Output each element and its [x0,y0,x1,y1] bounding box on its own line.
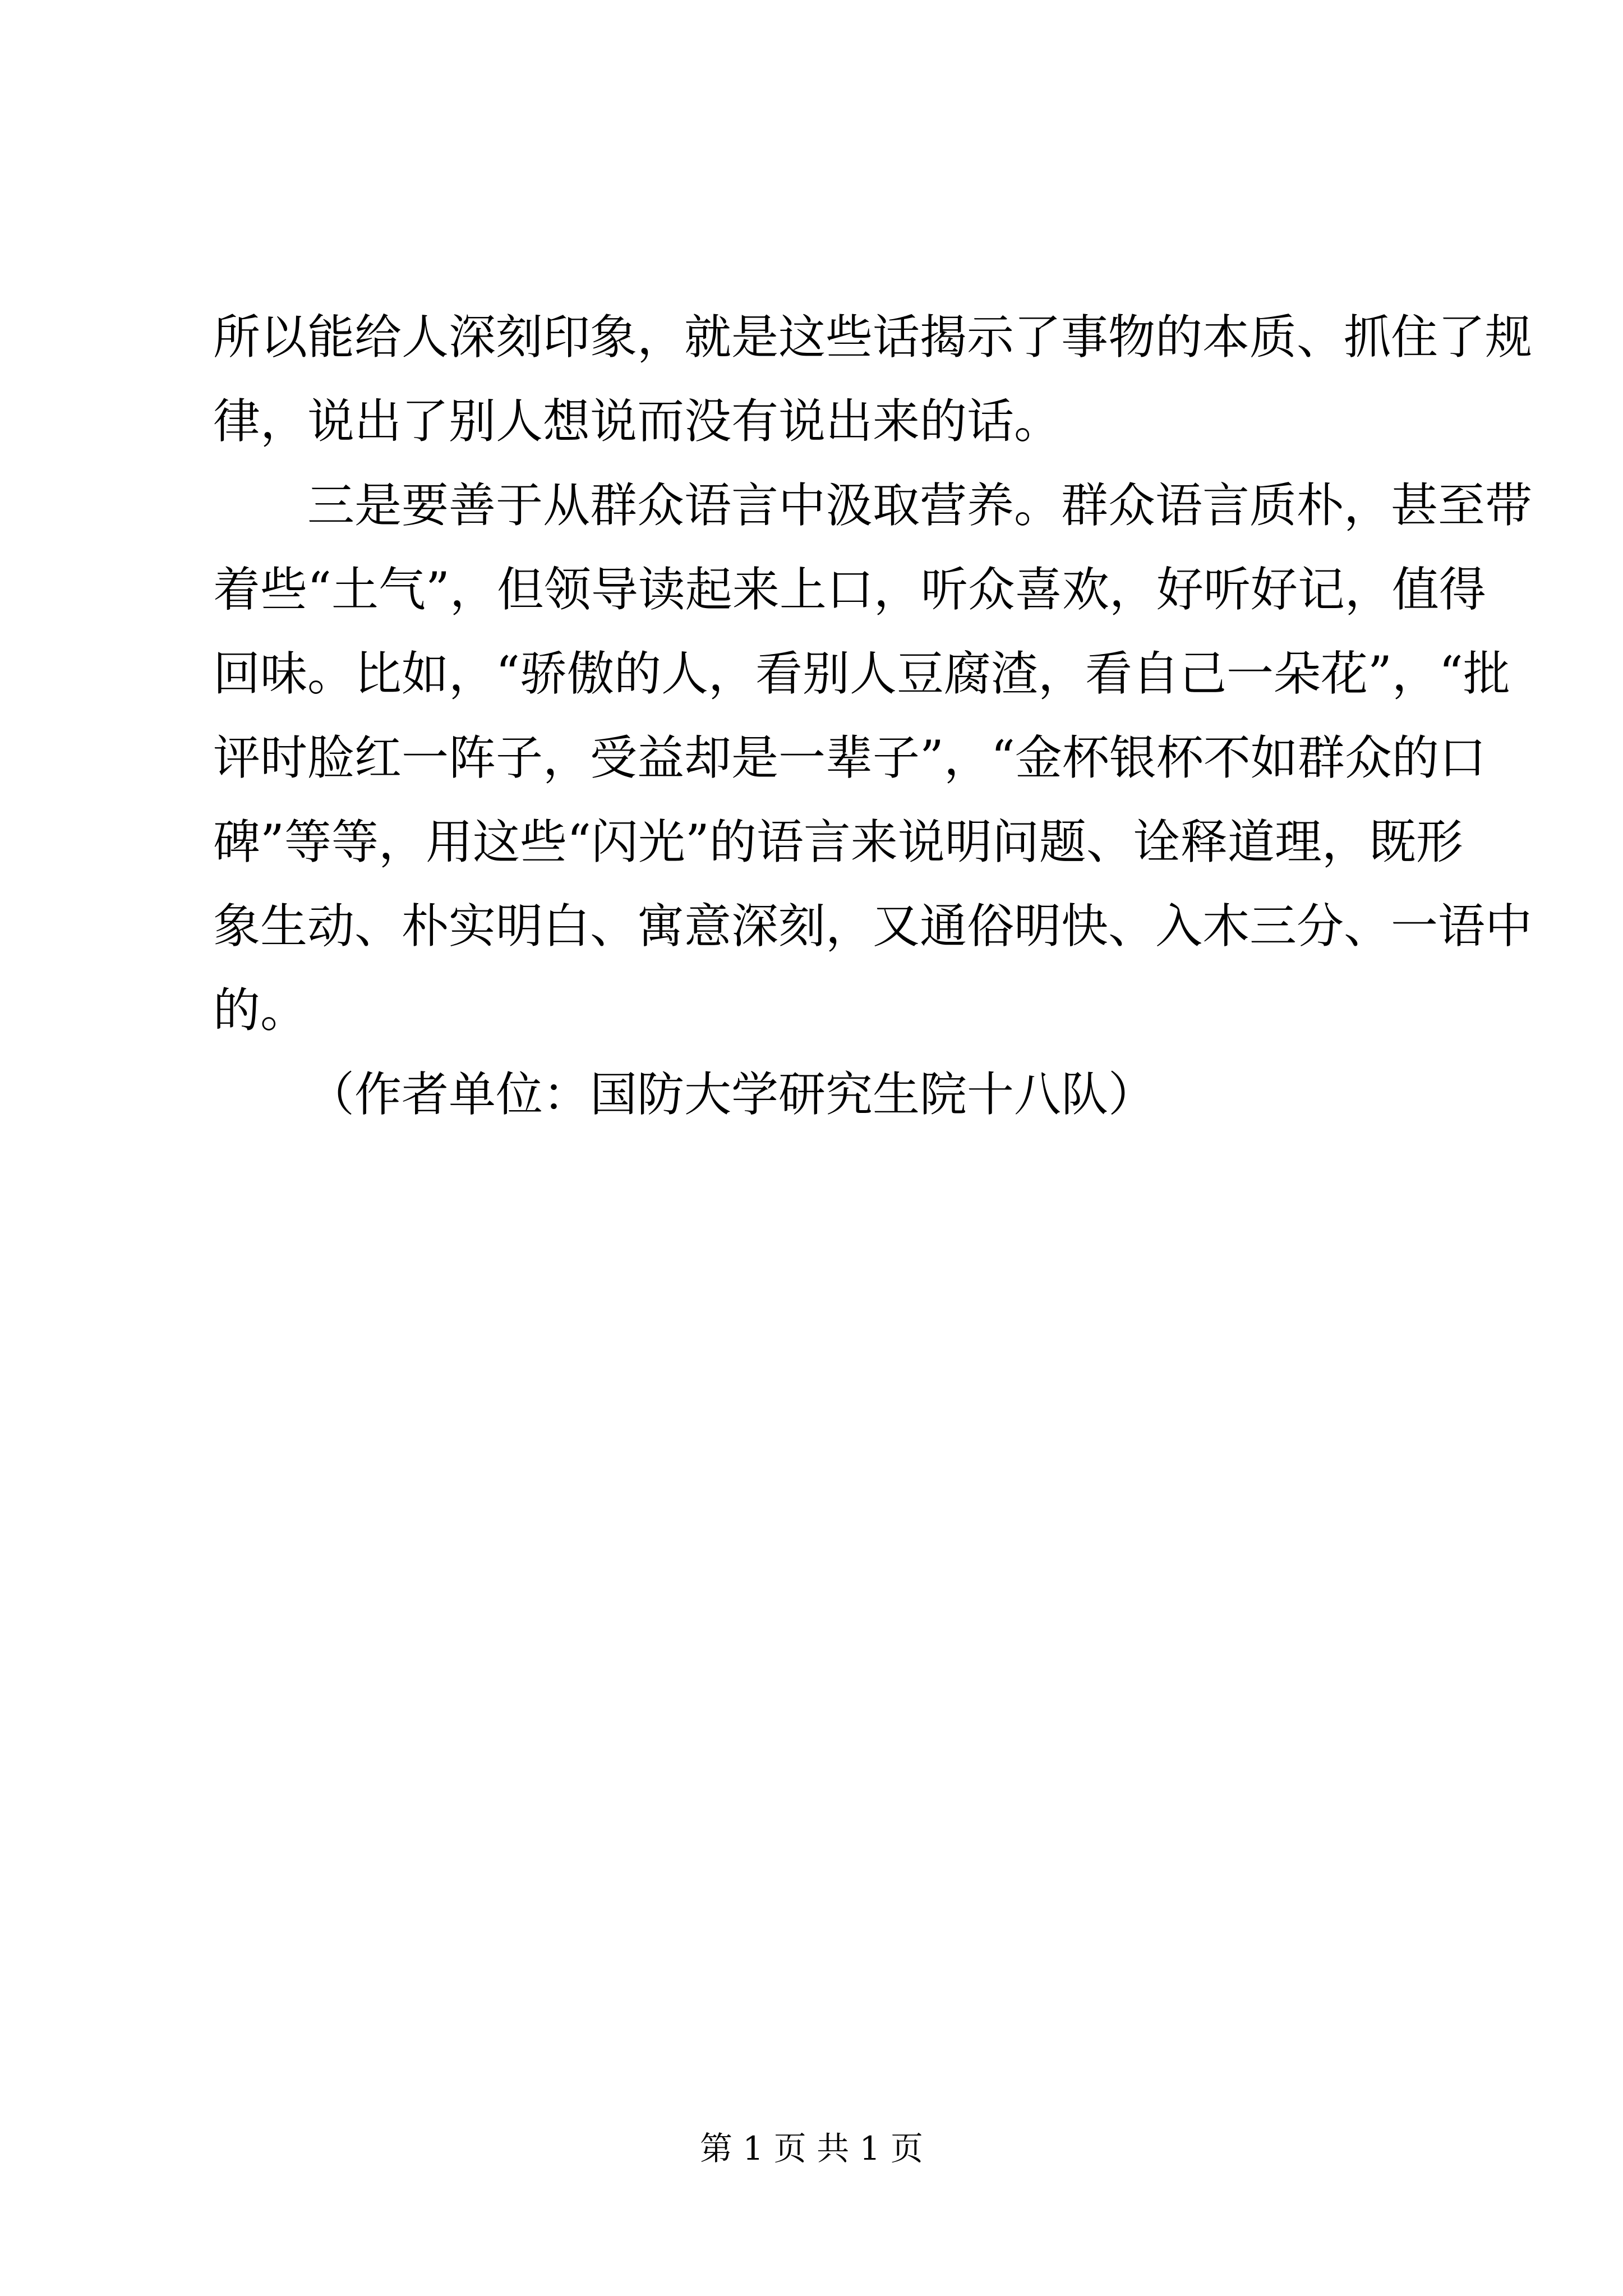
text-line: 三是要善于从群众语言中汲取营养。群众语言质朴，甚至带 [307,478,1533,533]
text-line: 着些“土气”，但领导读起来上口，听众喜欢，好听好记，值得 [213,562,1486,617]
author-affiliation: （作者单位：国防大学研究生院十八队） [307,1067,1156,1122]
text-line: 评时脸红一阵子，受益却是一辈子”，“金杯银杯不如群众的口 [213,730,1486,785]
text-line: 象生动、朴实明白、寓意深刻，又通俗明快、入木三分、一语中 [213,899,1533,954]
text-line: 的。 [213,983,308,1038]
text-line: 所以能给人深刻印象，就是这些话揭示了事物的本质、抓住了规 [213,310,1533,365]
text-line: 律，说出了别人想说而没有说出来的话。 [213,394,1062,449]
text-line: 碑”等等，用这些“闪光”的语言来说明问题、诠释道理，既形 [213,815,1463,869]
body-text [213,295,1533,1137]
page-number-footer: 第 1 页 共 1 页 [700,2129,923,2168]
text-line: 回味。比如，“骄傲的人，看别人豆腐渣，看自己一朵花”，“批 [213,646,1510,701]
